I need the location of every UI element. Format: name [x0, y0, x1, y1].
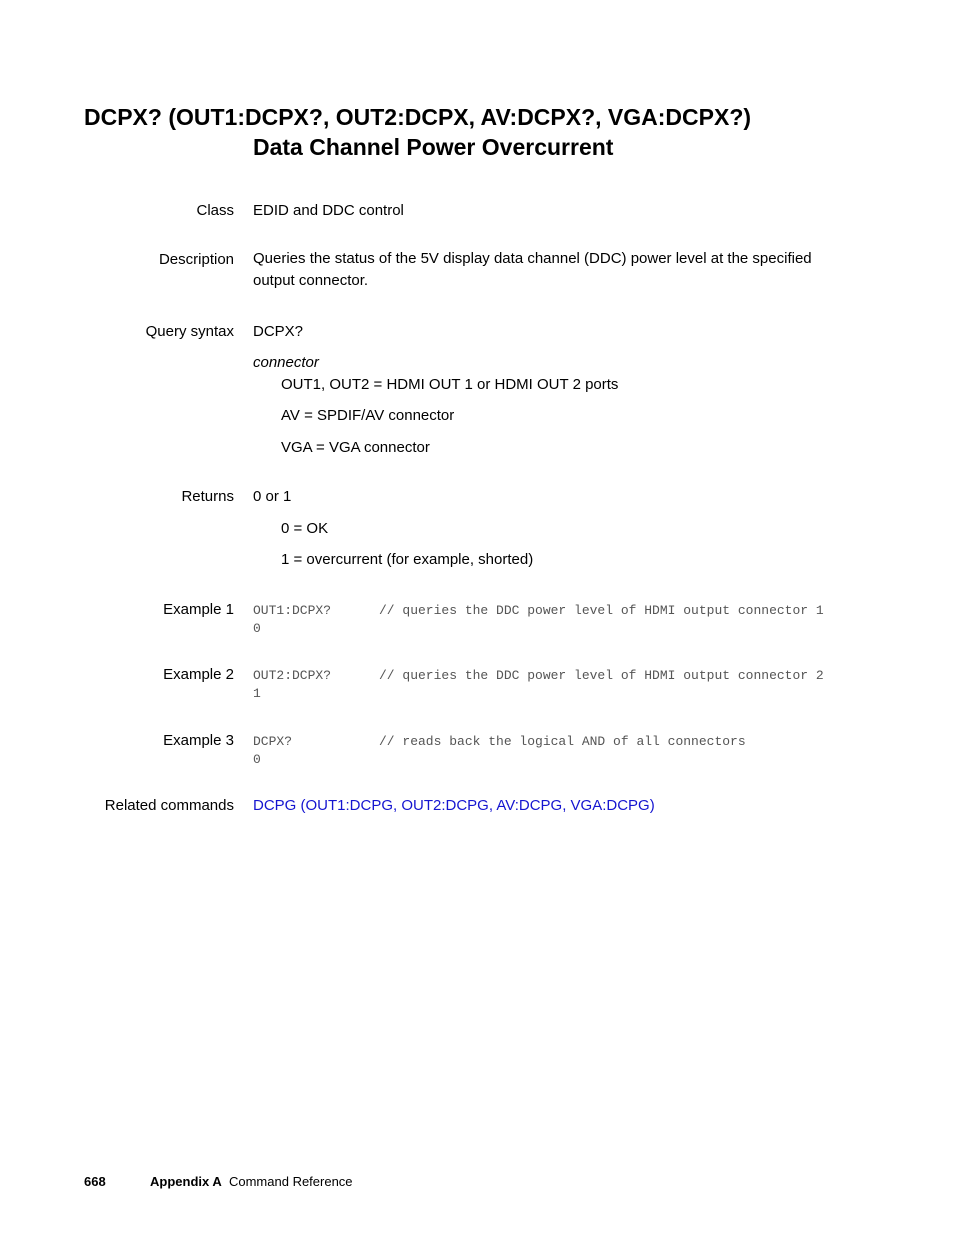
returns-option-ok: 0 = OK [281, 520, 329, 537]
example-1-comment: // queries the DDC power level of HDMI output connector 1 [379, 603, 824, 618]
example-3-result: 0 [253, 752, 261, 767]
description-value: Queries the status of the 5V display data channel (DDC) power level at the specified output connector. [253, 250, 812, 289]
query-syntax-label: Query syntax [145, 323, 234, 340]
footer-section [150, 1174, 353, 1189]
query-option-av: AV = SPDIF/AV connector [281, 407, 455, 424]
class-label: Class [196, 202, 234, 219]
returns-option-overcurrent: 1 = overcurrent (for example, shorted) [281, 551, 534, 568]
class-value: EDID and DDC control [253, 202, 404, 219]
example-3-comment: // reads back the logical AND of all connectors [379, 734, 746, 749]
description-label: Description [158, 251, 234, 268]
example-1-command: OUT1:DCPX? [253, 603, 332, 618]
example-2-result: 1 [253, 686, 261, 701]
query-option-hdmi: OUT1, OUT2 = HDMI OUT 1 or HDMI OUT 2 ports [281, 376, 619, 393]
example-2-comment: // queries the DDC power level of HDMI output connector 2 [379, 668, 824, 683]
example-1-label: Example 1 [163, 601, 234, 618]
example-3-command: DCPX? [253, 734, 293, 749]
returns-label: Returns [181, 488, 234, 505]
query-syntax-value: DCPX? [253, 323, 304, 340]
page-title-line2: Data Channel Power Overcurrent [253, 134, 614, 160]
example-2-label: Example 2 [163, 666, 234, 683]
related-commands-label: Related commands [104, 797, 234, 814]
query-param-name: connector [253, 354, 319, 371]
page-number: 668 [84, 1174, 106, 1189]
page-title-line1: DCPX? (OUT1:DCPX?, OUT2:DCPX, AV:DCPX?, VGA:DCPX?) [84, 104, 752, 130]
query-option-vga: VGA = VGA connector [281, 439, 430, 456]
example-2-command: OUT2:DCPX? [253, 668, 332, 683]
returns-value: 0 or 1 [253, 488, 292, 505]
footer-appendix: Appendix A [150, 1174, 222, 1189]
example-1-result: 0 [253, 621, 261, 636]
footer-section-title: Command Reference [228, 1174, 353, 1189]
example-3-label: Example 3 [163, 732, 234, 749]
related-command-link[interactable]: DCPG (OUT1:DCPG, OUT2:DCPG, AV:DCPG, VGA:DCPG) [253, 797, 655, 814]
